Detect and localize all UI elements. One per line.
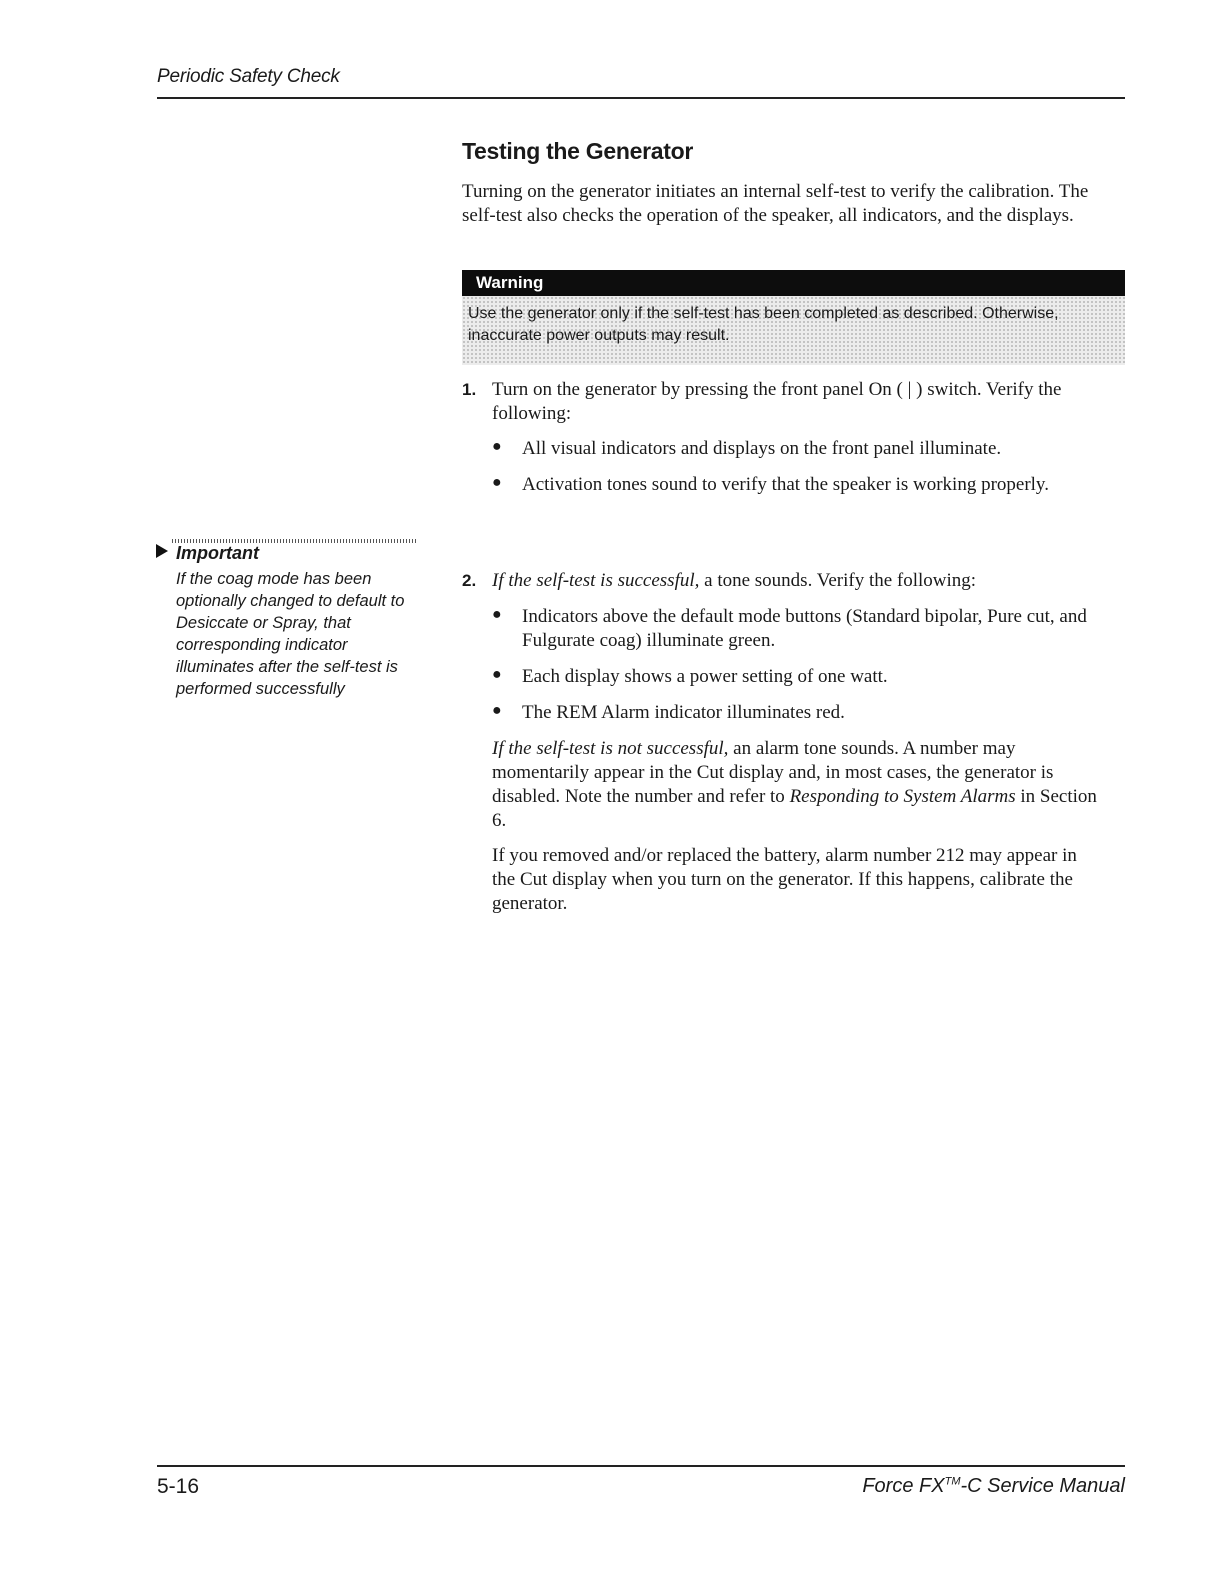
step-2-rest: a tone sounds. Verify the following: <box>699 570 977 591</box>
step-2-number: 2. <box>462 571 477 590</box>
fail-italic-lead: If the self-test is not successful, <box>492 738 729 759</box>
fail-paragraph <box>492 737 1102 833</box>
manual-title <box>862 1475 1125 1498</box>
warning-text: Use the generator only if the self-test has been completed as described. Otherwise, inaccurate power outputs may result. <box>462 296 1125 365</box>
list-item: Indicators above the default mode buttons (Standard bipolar, Pure cut, and Fulgurate coag) illuminate green. <box>522 606 1087 651</box>
list-item: The REM Alarm indicator illuminates red. <box>522 702 845 723</box>
arrow-right-icon <box>156 544 168 558</box>
header-rule <box>157 97 1125 99</box>
footer-rule <box>157 1465 1125 1467</box>
trademark: TM <box>944 1475 961 1488</box>
fail-text-a: an alarm tone sounds. A number may momentarily appear in the Cut display and, in most cases, the generator is disabled. Note the number and refer to <box>492 738 1054 807</box>
list-item: All visual indicators and displays on the front panel illuminate. <box>522 438 1002 459</box>
list-item: Activation tones sound to verify that the speaker is working properly. <box>522 474 1049 495</box>
list-item: Each display shows a power setting of one watt. <box>522 666 888 687</box>
warning-box <box>462 270 1125 365</box>
step-1-number: 1. <box>462 380 477 399</box>
bullet-icon: ● <box>492 606 502 623</box>
section-title: Testing the Generator <box>462 138 693 164</box>
page-number: 5-16 <box>157 1475 200 1498</box>
bullet-icon: ● <box>492 474 502 491</box>
fail-italic-ref: Responding to System Alarms <box>789 786 1016 807</box>
manual-title-suffix: -C Service Manual <box>960 1475 1125 1497</box>
battery-paragraph: If you removed and/or replaced the battery, alarm number 212 may appear in the Cut display when you turn on the generator. If this happens, calibrate the generator. <box>492 845 1077 914</box>
bullet-icon: ● <box>492 702 502 719</box>
sidebar-title: Important <box>176 543 259 563</box>
sidebar-text: If the coag mode has been optionally changed to default to Desiccate or Spray, that corresponding indicator illuminates after the self-test is performed successfully <box>176 570 405 698</box>
bullet-icon: ● <box>492 666 502 683</box>
running-header: Periodic Safety Check <box>157 66 340 87</box>
bullet-icon: ● <box>492 438 502 455</box>
fail-text-b: in Section 6. <box>492 786 1097 831</box>
warning-label: Warning <box>462 270 1125 296</box>
manual-title-prefix: Force FX <box>862 1475 945 1497</box>
step-2-italic-lead: If the self-test is successful, <box>492 570 700 591</box>
step-1-text: Turn on the generator by pressing the front panel On ( | ) switch. Verify the following: <box>492 379 1062 424</box>
step-2-text <box>492 569 1124 593</box>
intro-paragraph: Turning on the generator initiates an internal self-test to verify the calibration. The self-test also checks the operation of the speaker, all indicators, and the displays. <box>462 181 1089 226</box>
